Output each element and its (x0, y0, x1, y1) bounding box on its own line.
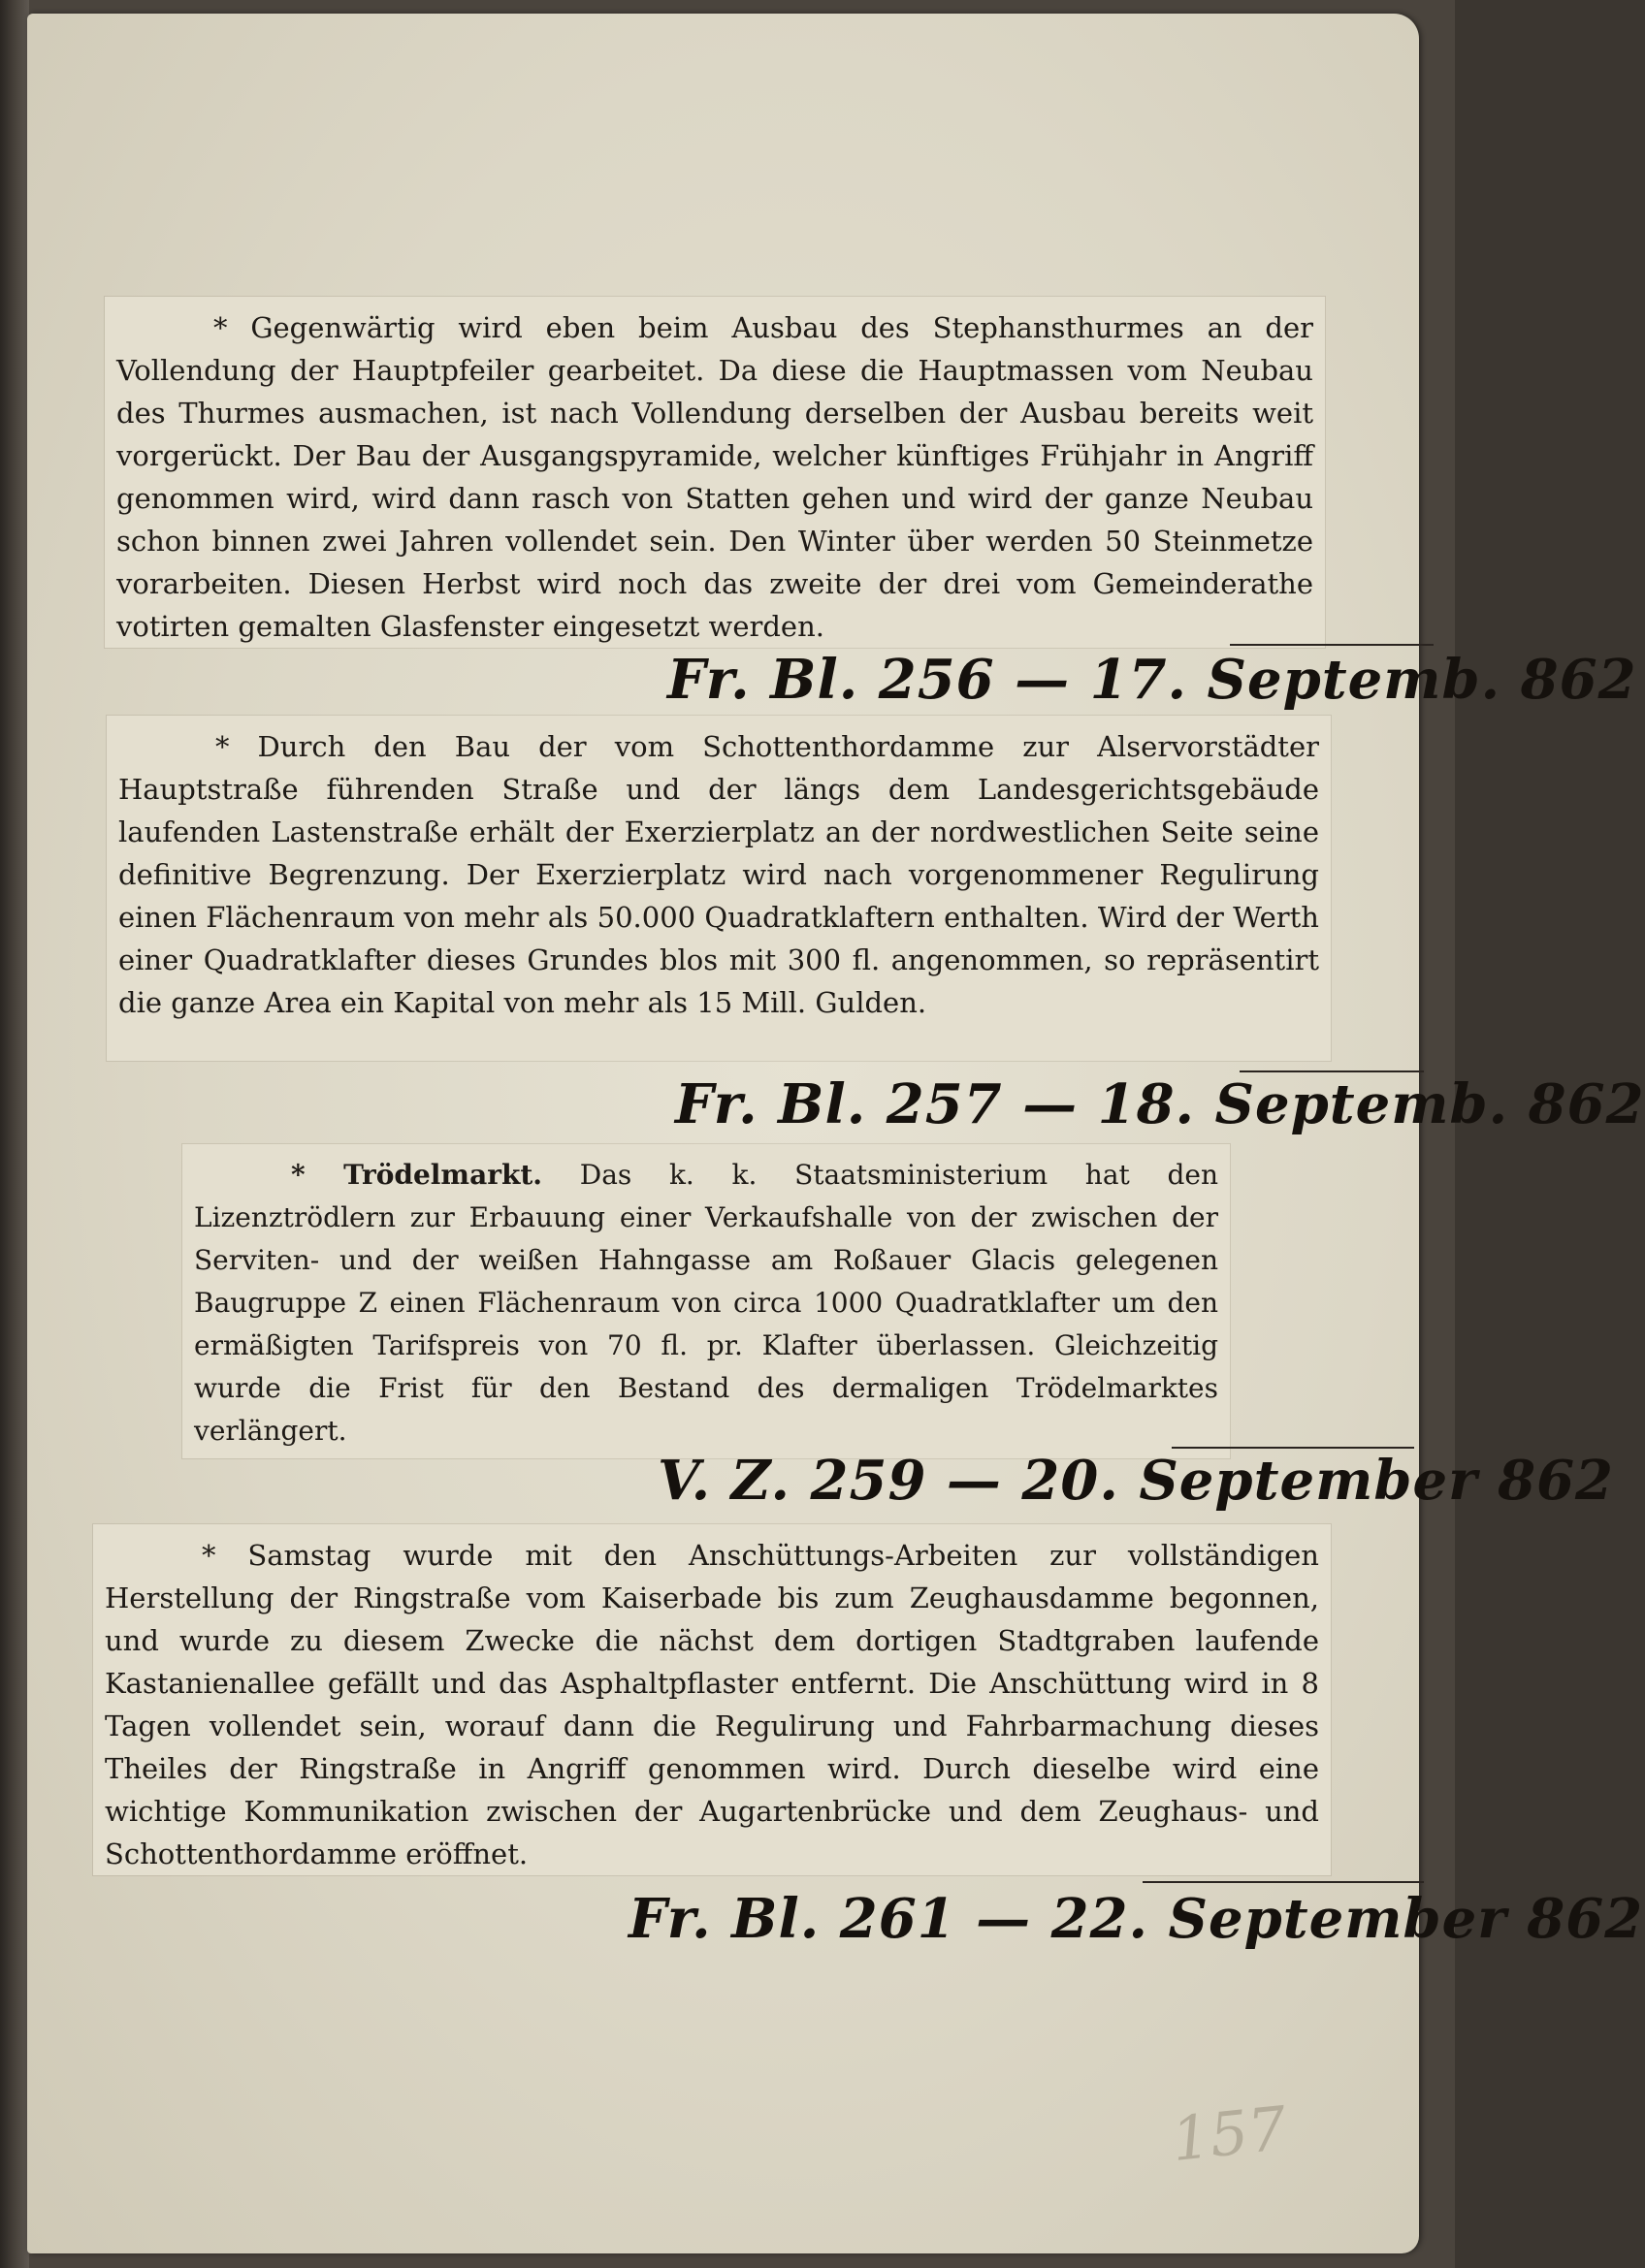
source-note-1-underline (1230, 644, 1434, 646)
newspaper-clipping-1 (105, 297, 1325, 648)
clipping-1-text: * Gegenwärtig wird eben beim Ausbau des Stephansthurmes an der Vollendung der Hauptpfeiler gearbeitet. Da diese die Hauptmassen vom Neubau des Thurmes ausmachen, ist nach Vollendung derselben der Ausbau bereits weit vorgerückt. Der Bau der Ausgangspyramide, welcher künftiges Frühjahr in Angriff genommen wird, wird dann rasch von Statten gehen und wird der ganze Neubau schon binnen zwei Jahren vollendet sein. Den Winter über werden 50 Steinmetze vorarbeiten. Diesen Herbst wird noch das zweite der drei vom Gemeinderathe votirten gemalten Glasfenster eingesetzt werden. (116, 311, 1313, 643)
pencil-folio-number: 157 (1168, 2092, 1290, 2175)
newspaper-clipping-2 (107, 716, 1331, 1061)
newspaper-clipping-3 (182, 1144, 1230, 1458)
source-note-4-underline (1143, 1881, 1424, 1883)
newspaper-clipping-4 (93, 1524, 1331, 1875)
clipping-1-source-note: Fr. Bl. 256 — 17. Septemb. 862 (667, 648, 1637, 712)
clipping-3-heading: * Trödelmarkt. (291, 1159, 543, 1191)
clipping-4-source-note: Fr. Bl. 261 — 22. September 862 (629, 1887, 1644, 1951)
clipping-3-paragraph (194, 1154, 1218, 1453)
book-spine (0, 0, 29, 2268)
album-page (27, 14, 1645, 2253)
clipping-4-text: * Samstag wurde mit den Anschüttungs-Arbeiten zur vollständigen Herstellung der Ringstraße vom Kaiserbade bis zum Zeughausdamme begonnen, und wurde zu diesem Zwecke die nächst dem dortigen Stadtgraben laufende Kastanienallee gefällt und das Asphaltpflaster entfernt. Die Anschüttung wird in 8 Tagen vollendet sein, worauf dann die Regulirung und Fahrbarmachung dieses Theiles der Ringstraße in Angriff genommen wird. Durch dieselbe wird eine wichtige Kommunikation zwischen der Augartenbrücke und dem Zeughaus- und Schottenthordamme eröffnet. (105, 1539, 1319, 1870)
clipping-2-source-note: Fr. Bl. 257 — 18. Septemb. 862 (675, 1072, 1645, 1136)
clipping-2-text: * Durch den Bau der vom Schottenthordamme zur Alservorstädter Hauptstraße führenden Straße und der längs dem Landesgerichtsgebäude laufenden Lastenstraße erhält der Exerzierplatz an der nordwestlichen Seite seine definitive Begrenzung. Der Exerzierplatz wird nach vorgenommener Regulirung einen Flächenraum von mehr als 50.000 Quadratklaftern enthalten. Wird der Werth einer Quadratklafter dieses Grundes blos mit 300 fl. angenommen, so repräsentirt die ganze Area ein Kapital von mehr als 15 Mill. Gulden. (118, 730, 1319, 1019)
clipping-3-source-note: V. Z. 259 — 20. September 862 (658, 1449, 1615, 1513)
clipping-3-text: Das k. k. Staatsministerium hat den Lizenztrödlern zur Erbauung einer Verkaufshalle von der zwischen der Serviten- und der weißen Hahngasse am Roßauer Glacis gelegenen Baugruppe Z einen Flächenraum von circa 1000 Quadratklafter um den ermäßigten Tarifspreis von 70 fl. pr. Klafter überlassen. Gleichzeitig wurde die Frist für den Bestand des dermaligen Trödelmarktes verlängert. (194, 1159, 1219, 1447)
source-note-2-underline (1240, 1070, 1424, 1072)
source-note-3-underline (1172, 1447, 1414, 1449)
